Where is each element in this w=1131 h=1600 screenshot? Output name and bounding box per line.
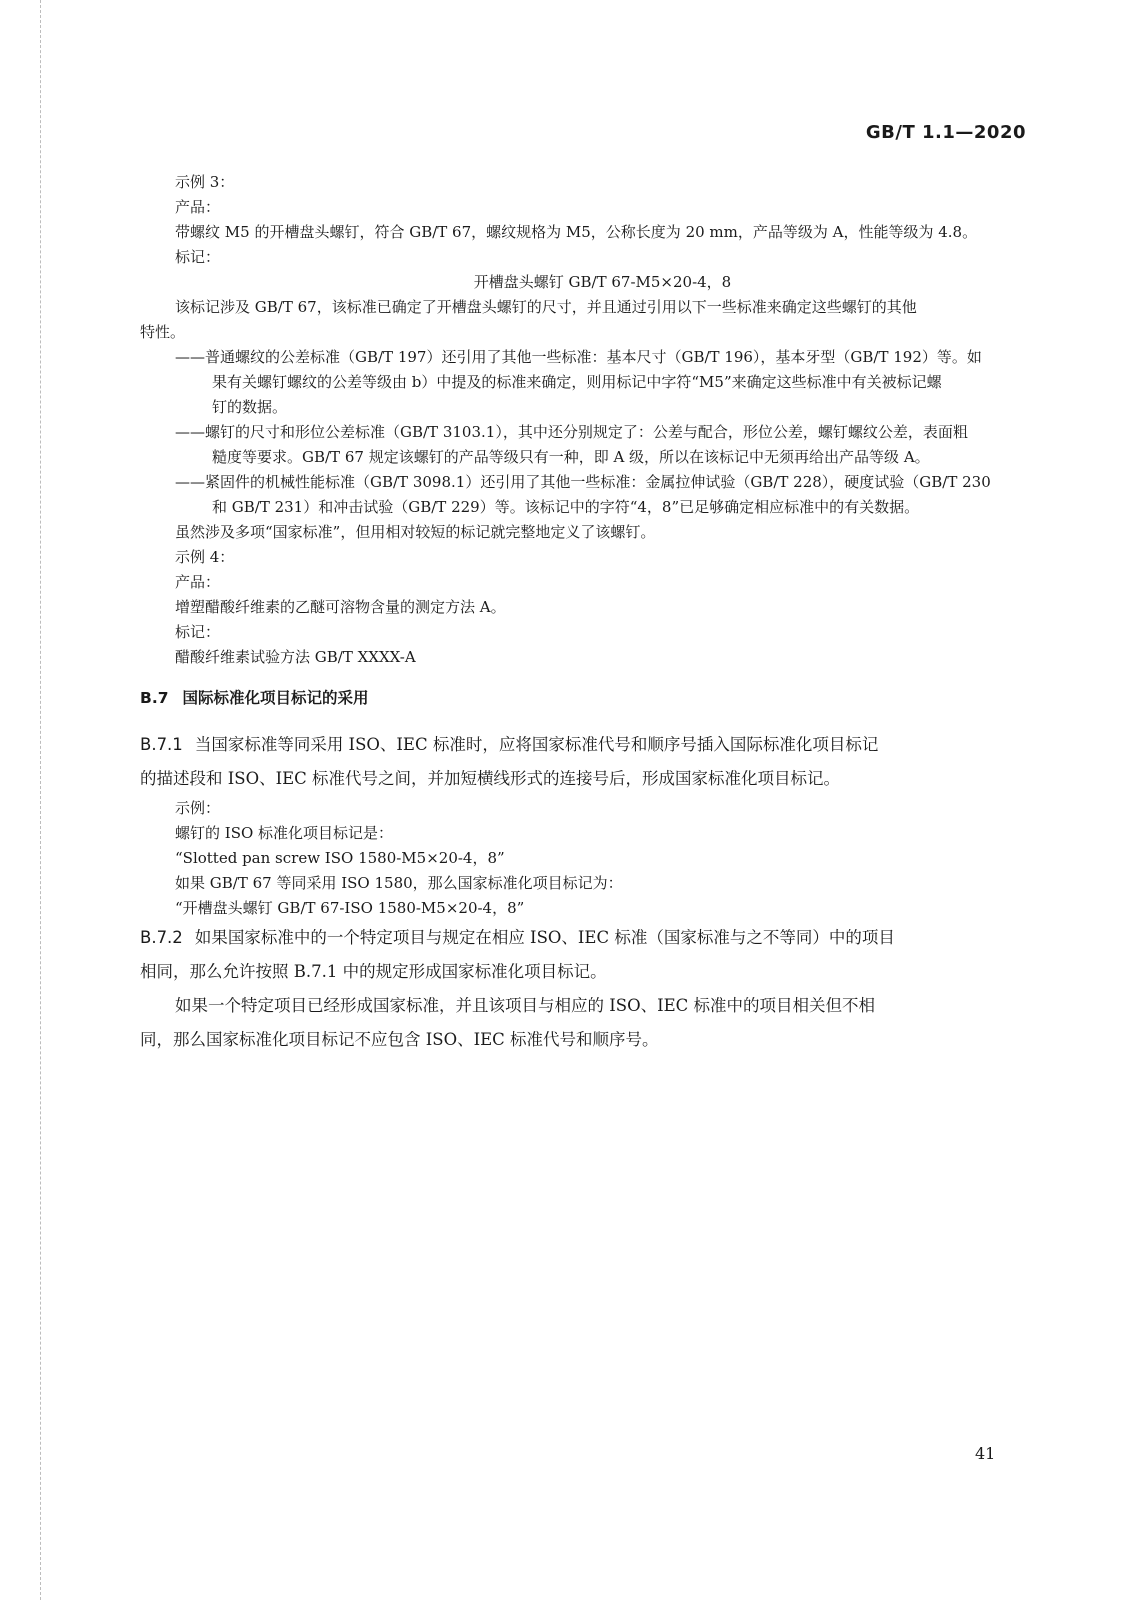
example-line: “Slotted pan screw ISO 1580-M5×20-4，8”: [175, 849, 505, 867]
clause-number: B.7.2: [140, 928, 183, 947]
clause-text: 当国家标准等同采用 ISO、IEC 标准时，应将国家标准代号和顺序号插入国际标准化项目标记: [194, 735, 879, 754]
clause-b72-line: [140, 921, 1025, 955]
marking-example: 醋酸纤维素试验方法 GB/T XXXX-A: [175, 648, 416, 666]
scan-binding-edge: [40, 0, 42, 1600]
standard-code-header: GB/T 1.1—2020: [865, 122, 1026, 143]
clause-b72-cont: 相同，那么允许按照 B.7.1 中的规定形成国家标准化项目标记。: [140, 962, 607, 981]
dash-list-item: ——螺钉的尺寸和形位公差标准（GB/T 3103.1），其中还分别规定了：公差与配合，形位公差，螺钉螺纹公差，表面粗: [175, 423, 968, 441]
marking-example: 开槽盘头螺钉 GB/T 67-M5×20-4，8: [473, 273, 732, 291]
summary-line: 虽然涉及多项“国家标准”，但用相对较短的标记就完整地定义了该螺钉。: [175, 523, 656, 541]
example-line: 如果 GB/T 67 等同采用 ISO 1580，那么国家标准化项目标记为：: [175, 874, 623, 892]
dash-list-item: ——紧固件的机械性能标准（GB/T 3098.1）还引用了其他一些标准：金属拉伸试验（GB/T 228），硬度试验（GB/T 230: [175, 473, 991, 491]
marking-label: 标记：: [175, 248, 221, 266]
dash-list-item-cont: 和 GB/T 231）和冲击试验（GB/T 229）等。该标记中的字符“4，8”已足够确定相应标准中的有关数据。: [212, 498, 920, 516]
example-line: 螺钉的 ISO 标准化项目标记是：: [175, 824, 394, 842]
example-label: 示例：: [175, 799, 221, 817]
marking-label: 标记：: [175, 623, 221, 641]
product-description: 增塑醋酸纤维素的乙醚可溶物含量的测定方法 A。: [175, 598, 506, 616]
page-body: [140, 170, 1025, 1057]
example-line: “开槽盘头螺钉 GB/T 67-ISO 1580-M5×20-4，8”: [175, 899, 525, 917]
paragraph-line: 如果一个特定项目已经形成国家标准，并且该项目与相应的 ISO、IEC 标准中的项目相关但不相: [175, 996, 876, 1015]
page-number: 41: [975, 1444, 996, 1463]
dash-list-item-cont: 钉的数据。: [212, 398, 288, 416]
section-number: B.7: [140, 689, 169, 707]
dash-list-item-cont: 果有关螺钉螺纹的公差等级由 b）中提及的标准来确定，则用标记中字符“M5”来确定这些标准中有关被标记螺: [212, 373, 942, 391]
explanation-line: 该标记涉及 GB/T 67，该标准已确定了开槽盘头螺钉的尺寸，并且通过引用以下一些标准来确定这些螺钉的其他: [175, 298, 917, 316]
example-3-label: 示例 3：: [175, 173, 235, 191]
dash-list-item-cont: 糙度等要求。GB/T 67 规定该螺钉的产品等级只有一种，即 A 级，所以在该标记中无须再给出产品等级 A。: [212, 448, 930, 466]
product-label: 产品：: [175, 198, 221, 216]
clause-b71-cont: 的描述段和 ISO、IEC 标准代号之间，并加短横线形式的连接号后，形成国家标准化项目标记。: [140, 769, 841, 788]
explanation-line: 特性。: [140, 323, 186, 341]
paragraph-line: 同，那么国家标准化项目标记不应包含 ISO、IEC 标准代号和顺序号。: [140, 1030, 659, 1049]
clause-b71-line: [140, 728, 1025, 762]
product-description: 带螺纹 M5 的开槽盘头螺钉，符合 GB/T 67，螺纹规格为 M5，公称长度为 20 mm，产品等级为 A，性能等级为 4.8。: [175, 223, 978, 241]
dash-list-item: ——普通螺纹的公差标准（GB/T 197）还引用了其他一些标准：基本尺寸（GB/T 196），基本牙型（GB/T 192）等。如: [175, 348, 982, 366]
section-title: 国际标准化项目标记的采用: [182, 689, 369, 707]
example-4-label: 示例 4：: [175, 548, 235, 566]
product-label: 产品：: [175, 573, 221, 591]
section-heading: [140, 684, 1025, 712]
clause-number: B.7.1: [140, 735, 183, 754]
clause-text: 如果国家标准中的一个特定项目与规定在相应 ISO、IEC 标准（国家标准与之不等同）中的项目: [194, 928, 895, 947]
